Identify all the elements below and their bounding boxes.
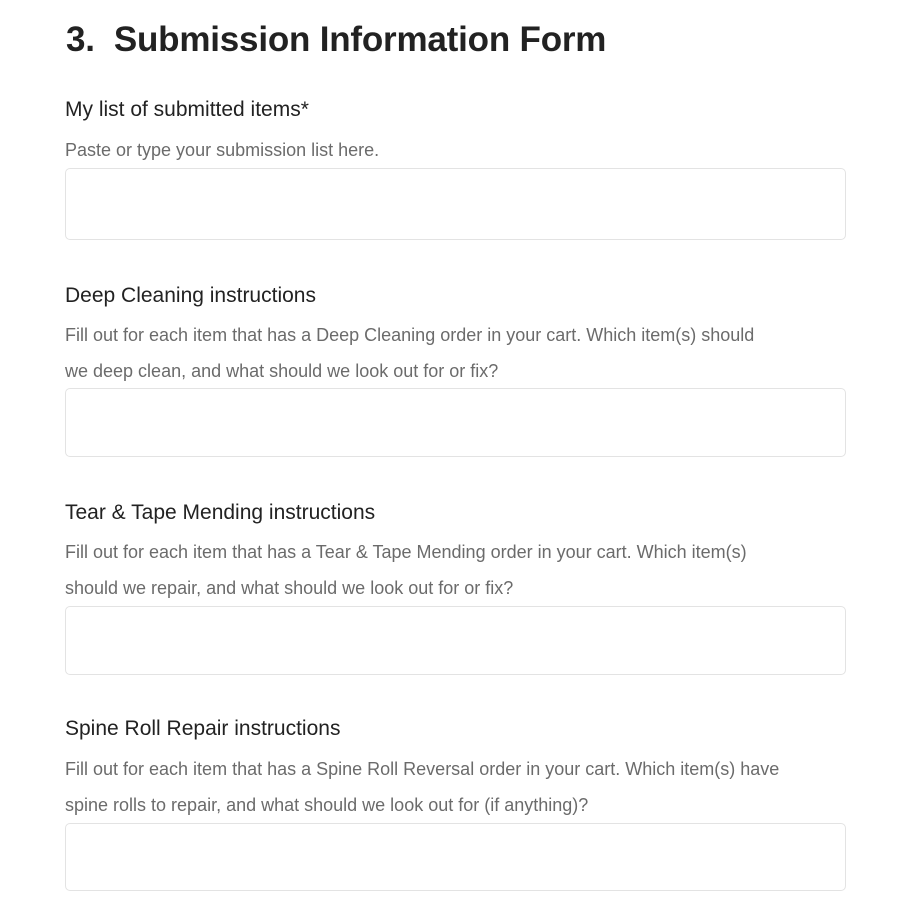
spine-roll-repair-textarea[interactable] bbox=[65, 823, 846, 891]
deep-cleaning-textarea[interactable] bbox=[65, 388, 846, 457]
deep-cleaning-field bbox=[65, 281, 846, 457]
description-line: we deep clean, and what should we look out for or fix? bbox=[65, 361, 499, 381]
field-description bbox=[65, 317, 846, 389]
field-description bbox=[65, 132, 846, 168]
description-line: Paste or type your submission list here. bbox=[65, 140, 380, 160]
tear-tape-mending-textarea[interactable] bbox=[65, 606, 846, 675]
spine-roll-repair-field bbox=[65, 714, 846, 891]
field-label: My list of submitted items* bbox=[65, 98, 309, 121]
submitted-items-field bbox=[65, 95, 846, 240]
description-line: Fill out for each item that has a Deep Cleaning order in your cart. Which item(s) should bbox=[65, 325, 755, 345]
description-line: Fill out for each item that has a Spine Roll Reversal order in your cart. Which item(s) have bbox=[65, 759, 780, 779]
field-label: Spine Roll Repair instructions bbox=[65, 717, 341, 740]
tear-tape-mending-field bbox=[65, 498, 846, 675]
description-line: Fill out for each item that has a Tear & Tape Mending order in your cart. Which item(s) bbox=[65, 542, 747, 562]
field-label: Deep Cleaning instructions bbox=[65, 284, 316, 307]
field-description bbox=[65, 534, 846, 606]
field-label: Tear & Tape Mending instructions bbox=[65, 501, 376, 524]
field-description bbox=[65, 751, 846, 823]
description-line: should we repair, and what should we look out for or fix? bbox=[65, 578, 514, 598]
description-line: spine rolls to repair, and what should we look out for (if anything)? bbox=[65, 795, 589, 815]
submitted-items-textarea[interactable] bbox=[65, 168, 846, 240]
form-title: 3. Submission Information Form bbox=[66, 20, 607, 59]
